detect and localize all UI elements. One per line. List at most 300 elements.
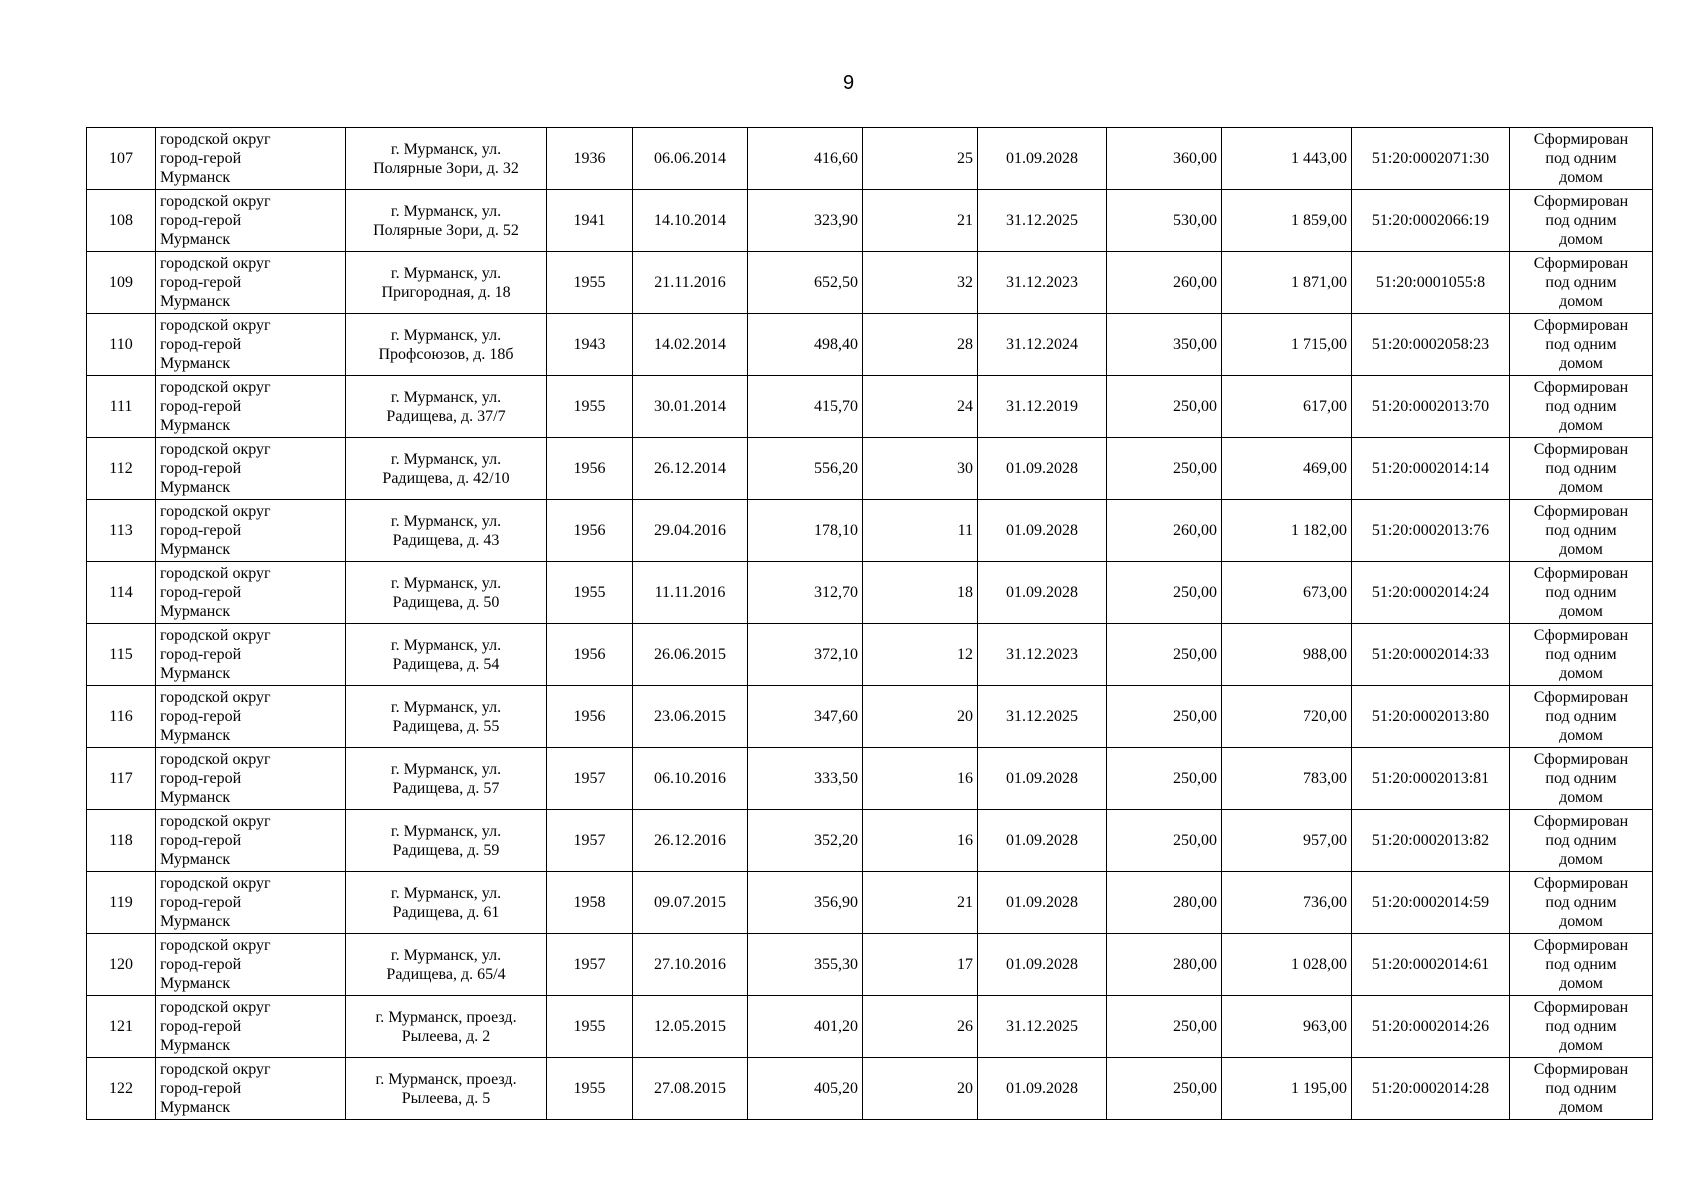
status-line: Сформирован (1533, 1061, 1629, 1078)
status-line: под одним (1545, 770, 1617, 787)
value-2-cell: 783,00 (1222, 748, 1352, 810)
value-1-cell: 250,00 (1107, 1058, 1222, 1120)
address-line: г. Мурманск, ул. (390, 760, 502, 778)
value-2-cell: 1 028,00 (1222, 934, 1352, 996)
status-line: Сформирован (1533, 255, 1629, 272)
address-cell (346, 190, 547, 252)
municipality-line: город-герой (160, 832, 242, 849)
deadline-cell: 01.09.2028 (978, 1058, 1107, 1120)
status-line: под одним (1545, 212, 1617, 229)
area-cell: 416,60 (748, 128, 863, 190)
deadline-cell: 31.12.2025 (978, 686, 1107, 748)
table-row (87, 624, 1653, 686)
table-row (87, 314, 1653, 376)
municipality-line: городской округ (160, 689, 271, 706)
build-year-cell: 1941 (547, 190, 633, 252)
status-line: Сформирован (1533, 937, 1629, 954)
status-line: под одним (1545, 894, 1617, 911)
build-year-cell: 1936 (547, 128, 633, 190)
status-line: под одним (1545, 708, 1617, 725)
status-line: под одним (1545, 398, 1617, 415)
status-cell (1510, 996, 1653, 1058)
address-line: г. Мурманск, ул. (390, 450, 502, 468)
status-line: домом (1559, 727, 1603, 744)
municipality-cell (156, 500, 346, 562)
address-cell (346, 376, 547, 438)
municipality-line: город-герой (160, 460, 242, 477)
residents-cell: 16 (863, 748, 978, 810)
deadline-cell: 01.09.2028 (978, 810, 1107, 872)
status-line: Сформирован (1533, 627, 1629, 644)
row-number-cell: 122 (87, 1058, 156, 1120)
municipality-cell (156, 128, 346, 190)
municipality-line: городской округ (160, 751, 271, 768)
residents-cell: 28 (863, 314, 978, 376)
municipality-line: городской округ (160, 1061, 271, 1078)
value-2-cell: 1 443,00 (1222, 128, 1352, 190)
municipality-line: городской округ (160, 317, 271, 334)
address-line: Полярные Зори, д. 32 (373, 159, 519, 177)
address-line: Радищева, д. 54 (392, 655, 500, 673)
address-line: г. Мурманск, проезд. (375, 1008, 517, 1026)
status-line: Сформирован (1533, 441, 1629, 458)
address-line: г. Мурманск, ул. (390, 264, 502, 282)
municipality-cell (156, 934, 346, 996)
address-line: Рылеева, д. 2 (401, 1027, 491, 1045)
date-cell: 26.06.2015 (633, 624, 748, 686)
area-cell: 415,70 (748, 376, 863, 438)
build-year-cell: 1956 (547, 500, 633, 562)
residents-cell: 24 (863, 376, 978, 438)
row-number-cell: 112 (87, 438, 156, 500)
date-cell: 12.05.2015 (633, 996, 748, 1058)
area-cell: 556,20 (748, 438, 863, 500)
municipality-line: город-герой (160, 584, 242, 601)
row-number-cell: 121 (87, 996, 156, 1058)
date-cell: 27.10.2016 (633, 934, 748, 996)
status-cell (1510, 934, 1653, 996)
area-cell: 312,70 (748, 562, 863, 624)
row-number-cell: 113 (87, 500, 156, 562)
municipality-cell (156, 314, 346, 376)
municipality-line: город-герой (160, 336, 242, 353)
cadastral-number-cell: 51:20:0002066:19 (1352, 190, 1510, 252)
value-1-cell: 250,00 (1107, 376, 1222, 438)
municipality-cell (156, 748, 346, 810)
status-line: под одним (1545, 832, 1617, 849)
value-1-cell: 250,00 (1107, 562, 1222, 624)
build-year-cell: 1956 (547, 438, 633, 500)
status-cell (1510, 1058, 1653, 1120)
address-cell (346, 128, 547, 190)
municipality-line: город-герой (160, 212, 242, 229)
municipality-line: город-герой (160, 150, 242, 167)
residents-cell: 25 (863, 128, 978, 190)
area-cell: 498,40 (748, 314, 863, 376)
status-line: под одним (1545, 150, 1617, 167)
area-cell: 178,10 (748, 500, 863, 562)
cadastral-number-cell: 51:20:0002013:70 (1352, 376, 1510, 438)
cadastral-number-cell: 51:20:0002013:82 (1352, 810, 1510, 872)
address-line: г. Мурманск, ул. (390, 574, 502, 592)
municipality-line: городской округ (160, 999, 271, 1016)
deadline-cell: 31.12.2023 (978, 252, 1107, 314)
address-line: Радищева, д. 43 (392, 531, 500, 549)
address-line: г. Мурманск, ул. (390, 698, 502, 716)
status-cell (1510, 376, 1653, 438)
status-line: Сформирован (1533, 193, 1629, 210)
municipality-cell (156, 810, 346, 872)
address-line: Радищева, д. 57 (392, 779, 500, 797)
status-line: домом (1559, 541, 1603, 558)
status-line: Сформирован (1533, 813, 1629, 830)
cadastral-number-cell: 51:20:0002014:26 (1352, 996, 1510, 1058)
cadastral-number-cell: 51:20:0002013:80 (1352, 686, 1510, 748)
status-line: домом (1559, 417, 1603, 434)
value-1-cell: 250,00 (1107, 996, 1222, 1058)
table-row (87, 438, 1653, 500)
municipality-line: Мурманск (160, 479, 231, 496)
status-cell (1510, 314, 1653, 376)
address-line: г. Мурманск, ул. (390, 636, 502, 654)
value-2-cell: 988,00 (1222, 624, 1352, 686)
address-cell (346, 1058, 547, 1120)
row-number-cell: 114 (87, 562, 156, 624)
status-cell (1510, 438, 1653, 500)
deadline-cell: 01.09.2028 (978, 128, 1107, 190)
address-line: г. Мурманск, ул. (390, 884, 502, 902)
date-cell: 06.10.2016 (633, 748, 748, 810)
row-number-cell: 111 (87, 376, 156, 438)
deadline-cell: 01.09.2028 (978, 748, 1107, 810)
status-line: под одним (1545, 460, 1617, 477)
municipality-cell (156, 562, 346, 624)
cadastral-number-cell: 51:20:0002013:76 (1352, 500, 1510, 562)
address-cell (346, 934, 547, 996)
municipality-line: городской округ (160, 193, 271, 210)
municipality-line: Мурманск (160, 975, 231, 992)
value-1-cell: 260,00 (1107, 252, 1222, 314)
deadline-cell: 31.12.2023 (978, 624, 1107, 686)
status-line: Сформирован (1533, 131, 1629, 148)
deadline-cell: 01.09.2028 (978, 562, 1107, 624)
value-2-cell: 1 859,00 (1222, 190, 1352, 252)
build-year-cell: 1956 (547, 624, 633, 686)
municipality-line: город-герой (160, 522, 242, 539)
status-cell (1510, 190, 1653, 252)
municipality-line: город-герой (160, 956, 242, 973)
municipality-line: Мурманск (160, 1099, 231, 1116)
area-cell: 401,20 (748, 996, 863, 1058)
status-line: домом (1559, 479, 1603, 496)
value-2-cell: 1 195,00 (1222, 1058, 1352, 1120)
status-line: Сформирован (1533, 317, 1629, 334)
row-number-cell: 117 (87, 748, 156, 810)
build-year-cell: 1955 (547, 1058, 633, 1120)
value-1-cell: 250,00 (1107, 686, 1222, 748)
row-number-cell: 108 (87, 190, 156, 252)
value-1-cell: 260,00 (1107, 500, 1222, 562)
value-2-cell: 1 182,00 (1222, 500, 1352, 562)
date-cell: 23.06.2015 (633, 686, 748, 748)
municipality-line: город-герой (160, 646, 242, 663)
build-year-cell: 1955 (547, 996, 633, 1058)
municipality-line: город-герой (160, 770, 242, 787)
row-number-cell: 118 (87, 810, 156, 872)
table-row (87, 500, 1653, 562)
value-2-cell: 469,00 (1222, 438, 1352, 500)
build-year-cell: 1943 (547, 314, 633, 376)
municipality-cell (156, 624, 346, 686)
municipality-cell (156, 1058, 346, 1120)
row-number-cell: 107 (87, 128, 156, 190)
address-line: Радищева, д. 61 (392, 903, 500, 921)
area-cell: 352,20 (748, 810, 863, 872)
municipality-line: городской округ (160, 937, 271, 954)
build-year-cell: 1957 (547, 748, 633, 810)
municipality-line: город-герой (160, 1018, 242, 1035)
value-2-cell: 720,00 (1222, 686, 1352, 748)
municipality-line: Мурманск (160, 603, 231, 620)
address-line: Радищева, д. 65/4 (386, 965, 506, 983)
address-cell (346, 872, 547, 934)
area-cell: 356,90 (748, 872, 863, 934)
residents-cell: 21 (863, 872, 978, 934)
status-cell (1510, 562, 1653, 624)
build-year-cell: 1957 (547, 810, 633, 872)
build-year-cell: 1955 (547, 376, 633, 438)
address-line: Радищева, д. 59 (392, 841, 500, 859)
residents-cell: 21 (863, 190, 978, 252)
municipality-line: город-герой (160, 708, 242, 725)
residents-cell: 26 (863, 996, 978, 1058)
municipality-line: городской округ (160, 379, 271, 396)
address-line: г. Мурманск, ул. (390, 388, 502, 406)
table-row (87, 190, 1653, 252)
date-cell: 14.02.2014 (633, 314, 748, 376)
status-line: домом (1559, 789, 1603, 806)
housing-registry-table (86, 127, 1653, 1120)
date-cell: 14.10.2014 (633, 190, 748, 252)
deadline-cell: 01.09.2028 (978, 872, 1107, 934)
value-2-cell: 673,00 (1222, 562, 1352, 624)
status-line: Сформирован (1533, 565, 1629, 582)
municipality-line: город-герой (160, 274, 242, 291)
municipality-line: Мурманск (160, 789, 231, 806)
row-number-cell: 116 (87, 686, 156, 748)
deadline-cell: 31.12.2025 (978, 996, 1107, 1058)
status-line: домом (1559, 1099, 1603, 1116)
municipality-cell (156, 190, 346, 252)
municipality-cell (156, 438, 346, 500)
municipality-line: город-герой (160, 1080, 242, 1097)
value-1-cell: 250,00 (1107, 748, 1222, 810)
value-2-cell: 1 871,00 (1222, 252, 1352, 314)
municipality-line: городской округ (160, 255, 271, 272)
residents-cell: 12 (863, 624, 978, 686)
date-cell: 21.11.2016 (633, 252, 748, 314)
build-year-cell: 1956 (547, 686, 633, 748)
status-line: домом (1559, 293, 1603, 310)
status-line: домом (1559, 851, 1603, 868)
status-line: домом (1559, 169, 1603, 186)
cadastral-number-cell: 51:20:0001055:8 (1352, 252, 1510, 314)
address-cell (346, 500, 547, 562)
value-1-cell: 250,00 (1107, 624, 1222, 686)
address-line: Радищева, д. 37/7 (386, 407, 506, 425)
address-line: Радищева, д. 50 (392, 593, 500, 611)
municipality-line: Мурманск (160, 727, 231, 744)
status-line: Сформирован (1533, 751, 1629, 768)
status-line: домом (1559, 975, 1603, 992)
status-line: под одним (1545, 336, 1617, 353)
address-line: Радищева, д. 42/10 (382, 469, 510, 487)
status-line: под одним (1545, 646, 1617, 663)
address-line: г. Мурманск, ул. (390, 140, 502, 158)
table-row (87, 748, 1653, 810)
cadastral-number-cell: 51:20:0002014:33 (1352, 624, 1510, 686)
table-row (87, 810, 1653, 872)
table-body (87, 128, 1653, 1120)
status-line: под одним (1545, 1018, 1617, 1035)
status-line: под одним (1545, 584, 1617, 601)
municipality-line: городской округ (160, 813, 271, 830)
municipality-line: Мурманск (160, 665, 231, 682)
residents-cell: 17 (863, 934, 978, 996)
date-cell: 27.08.2015 (633, 1058, 748, 1120)
municipality-line: Мурманск (160, 231, 231, 248)
deadline-cell: 31.12.2024 (978, 314, 1107, 376)
build-year-cell: 1958 (547, 872, 633, 934)
status-cell (1510, 748, 1653, 810)
address-line: г. Мурманск, ул. (390, 946, 502, 964)
deadline-cell: 01.09.2028 (978, 500, 1107, 562)
value-1-cell: 360,00 (1107, 128, 1222, 190)
cadastral-number-cell: 51:20:0002014:28 (1352, 1058, 1510, 1120)
status-line: Сформирован (1533, 503, 1629, 520)
address-line: г. Мурманск, ул. (390, 822, 502, 840)
area-cell: 405,20 (748, 1058, 863, 1120)
address-cell (346, 686, 547, 748)
status-line: домом (1559, 913, 1603, 930)
address-line: г. Мурманск, ул. (390, 202, 502, 220)
date-cell: 09.07.2015 (633, 872, 748, 934)
status-line: домом (1559, 603, 1603, 620)
table-row (87, 376, 1653, 438)
municipality-cell (156, 252, 346, 314)
municipality-line: Мурманск (160, 913, 231, 930)
status-cell (1510, 252, 1653, 314)
table-row (87, 934, 1653, 996)
value-1-cell: 530,00 (1107, 190, 1222, 252)
date-cell: 26.12.2014 (633, 438, 748, 500)
municipality-line: Мурманск (160, 1037, 231, 1054)
status-line: под одним (1545, 274, 1617, 291)
cadastral-number-cell: 51:20:0002014:24 (1352, 562, 1510, 624)
residents-cell: 32 (863, 252, 978, 314)
status-cell (1510, 686, 1653, 748)
date-cell: 29.04.2016 (633, 500, 748, 562)
status-line: под одним (1545, 956, 1617, 973)
municipality-line: город-герой (160, 398, 242, 415)
value-1-cell: 250,00 (1107, 438, 1222, 500)
table-row (87, 562, 1653, 624)
address-line: Пригородная, д. 18 (381, 283, 511, 301)
municipality-cell (156, 996, 346, 1058)
value-1-cell: 250,00 (1107, 810, 1222, 872)
build-year-cell: 1957 (547, 934, 633, 996)
status-line: домом (1559, 1037, 1603, 1054)
cadastral-number-cell: 51:20:0002071:30 (1352, 128, 1510, 190)
table-row (87, 686, 1653, 748)
value-1-cell: 350,00 (1107, 314, 1222, 376)
deadline-cell: 01.09.2028 (978, 934, 1107, 996)
municipality-line: городской округ (160, 627, 271, 644)
status-line: Сформирован (1533, 379, 1629, 396)
date-cell: 11.11.2016 (633, 562, 748, 624)
value-1-cell: 280,00 (1107, 872, 1222, 934)
address-cell (346, 996, 547, 1058)
address-line: Рылеева, д. 5 (401, 1089, 491, 1107)
build-year-cell: 1955 (547, 562, 633, 624)
value-2-cell: 1 715,00 (1222, 314, 1352, 376)
row-number-cell: 120 (87, 934, 156, 996)
value-2-cell: 957,00 (1222, 810, 1352, 872)
residents-cell: 18 (863, 562, 978, 624)
cadastral-number-cell: 51:20:0002013:81 (1352, 748, 1510, 810)
status-line: домом (1559, 665, 1603, 682)
cadastral-number-cell: 51:20:0002014:61 (1352, 934, 1510, 996)
table-row (87, 252, 1653, 314)
status-cell (1510, 624, 1653, 686)
row-number-cell: 109 (87, 252, 156, 314)
address-cell (346, 314, 547, 376)
address-line: г. Мурманск, проезд. (375, 1070, 517, 1088)
cadastral-number-cell: 51:20:0002014:59 (1352, 872, 1510, 934)
status-line: Сформирован (1533, 999, 1629, 1016)
municipality-line: Мурманск (160, 851, 231, 868)
date-cell: 30.01.2014 (633, 376, 748, 438)
value-2-cell: 617,00 (1222, 376, 1352, 438)
status-line: Сформирован (1533, 689, 1629, 706)
municipality-line: Мурманск (160, 417, 231, 434)
address-cell (346, 748, 547, 810)
status-cell (1510, 810, 1653, 872)
table-row (87, 872, 1653, 934)
municipality-line: Мурманск (160, 169, 231, 186)
deadline-cell: 01.09.2028 (978, 438, 1107, 500)
status-line: домом (1559, 355, 1603, 372)
table-row (87, 128, 1653, 190)
municipality-line: Мурманск (160, 355, 231, 372)
municipality-line: город-герой (160, 894, 242, 911)
status-cell (1510, 872, 1653, 934)
deadline-cell: 31.12.2025 (978, 190, 1107, 252)
row-number-cell: 110 (87, 314, 156, 376)
municipality-line: Мурманск (160, 541, 231, 558)
row-number-cell: 119 (87, 872, 156, 934)
residents-cell: 11 (863, 500, 978, 562)
residents-cell: 30 (863, 438, 978, 500)
date-cell: 26.12.2016 (633, 810, 748, 872)
address-cell (346, 624, 547, 686)
address-cell (346, 438, 547, 500)
address-line: Полярные Зори, д. 52 (373, 221, 519, 239)
address-line: Радищева, д. 55 (392, 717, 500, 735)
table-row (87, 1058, 1653, 1120)
value-2-cell: 963,00 (1222, 996, 1352, 1058)
residents-cell: 20 (863, 1058, 978, 1120)
